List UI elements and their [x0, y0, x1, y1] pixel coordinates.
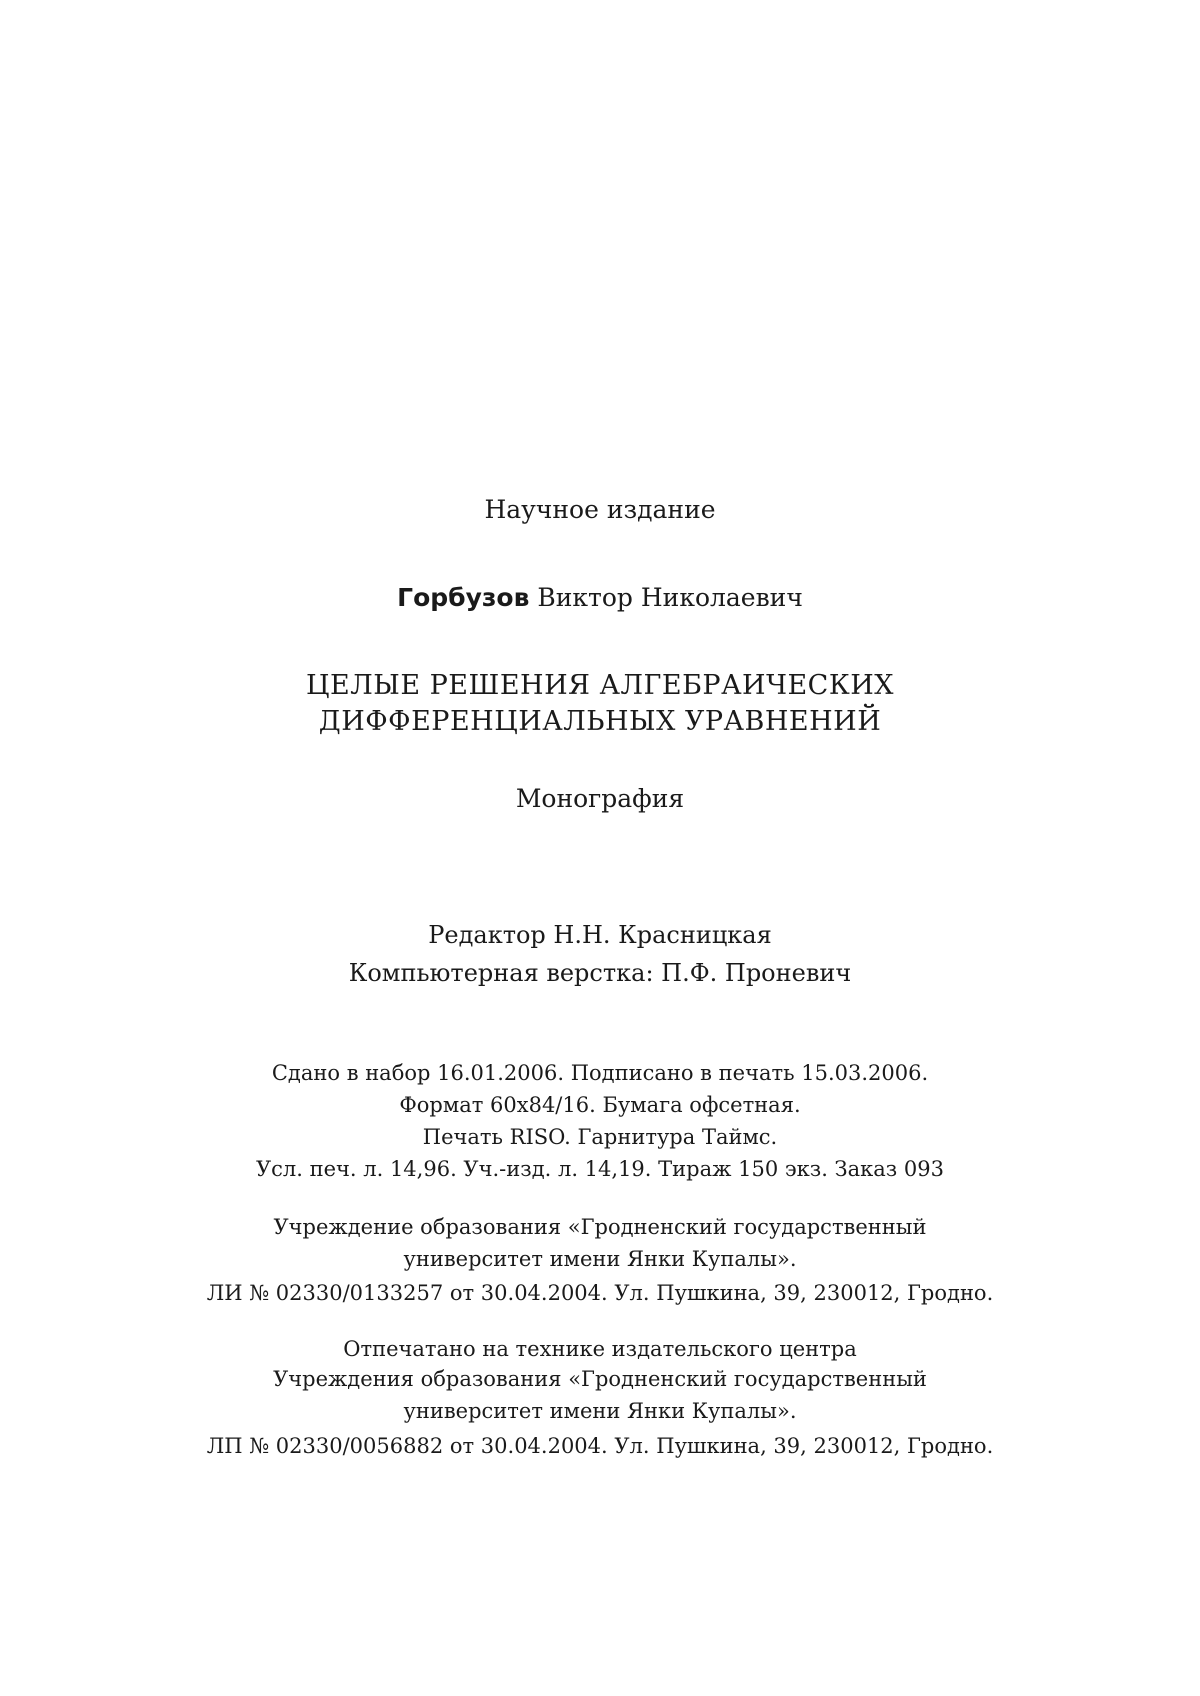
author-given-names: Виктор Николаевич [537, 583, 803, 612]
publisher-license: ЛИ № 02330/0133257 от 30.04.2004. Ул. Пушкина, 39, 230012, Гродно. [206, 1281, 994, 1305]
genre-label: Монография [515, 784, 685, 813]
print-details-line-2: Формат 60x84/16. Бумага офсетная. [399, 1093, 801, 1117]
printer-line-2: Учреждения образования «Гродненский государственный [273, 1367, 927, 1391]
publisher-line-1: Учреждение образования «Гродненский государственный [273, 1215, 927, 1239]
author-name [0, 585, 1200, 610]
publisher-line-2: университет имени Янки Купалы». [403, 1247, 797, 1271]
layout-credit: Компьютерная верстка: П.Ф. Проневич [348, 959, 852, 987]
editor-credit: Редактор Н.Н. Красницкая [428, 921, 772, 949]
author-surname: Горбузов [397, 583, 530, 612]
print-details-line-4: Усл. печ. л. 14,96. Уч.-изд. л. 14,19. Тираж 150 экз. Заказ 093 [255, 1157, 945, 1181]
book-title-line-1: ЦЕЛЫЕ РЕШЕНИЯ АЛГЕБРАИЧЕСКИХ [306, 670, 894, 701]
print-details-line-1: Сдано в набор 16.01.2006. Подписано в печать 15.03.2006. [271, 1061, 929, 1085]
edition-type: Научное издание [484, 495, 716, 524]
printer-license: ЛП № 02330/0056882 от 30.04.2004. Ул. Пушкина, 39, 230012, Гродно. [206, 1434, 994, 1458]
print-details-line-3: Печать RISO. Гарнитура Таймс. [422, 1125, 778, 1149]
printer-line-3: университет имени Янки Купалы». [403, 1399, 797, 1423]
book-title-line-2: ДИФФЕРЕНЦИАЛЬНЫХ УРАВНЕНИЙ [318, 706, 882, 737]
printer-line-1: Отпечатано на технике издательского центра [343, 1337, 857, 1361]
